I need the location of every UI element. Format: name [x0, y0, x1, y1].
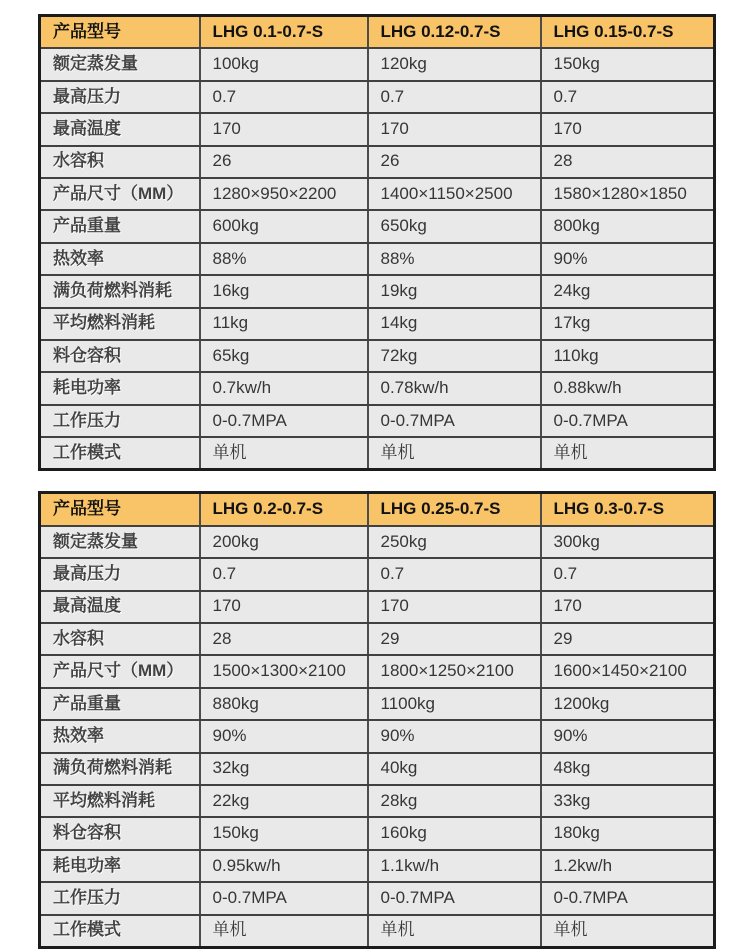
spec-table-2: [38, 491, 716, 948]
value-cell: 1100kg: [368, 688, 541, 720]
value-cell: 170: [541, 591, 715, 623]
value-cell: 0.7: [541, 558, 715, 590]
row-label: 平均燃料消耗: [40, 308, 200, 340]
value-cell: 28: [541, 146, 715, 178]
value-cell: 40kg: [368, 753, 541, 785]
value-cell: 88%: [368, 243, 541, 275]
table-row: [40, 623, 715, 655]
value-cell: 170: [368, 591, 541, 623]
value-cell: 单机: [541, 915, 715, 948]
table-row: [40, 405, 715, 437]
table-row: [40, 113, 715, 145]
table-row: [40, 591, 715, 623]
value-cell: 0.7: [200, 81, 368, 113]
row-label: 产品尺寸（MM）: [40, 655, 200, 687]
table-row: [40, 210, 715, 242]
value-cell: 19kg: [368, 275, 541, 307]
value-cell: 单机: [368, 437, 541, 470]
row-label: 最高温度: [40, 591, 200, 623]
table-row: [40, 558, 715, 590]
table-row: [40, 178, 715, 210]
value-cell: 14kg: [368, 308, 541, 340]
value-cell: 1500×1300×2100: [200, 655, 368, 687]
value-cell: 17kg: [541, 308, 715, 340]
value-cell: 90%: [200, 720, 368, 752]
value-cell: 180kg: [541, 817, 715, 849]
value-cell: 26: [368, 146, 541, 178]
value-cell: 11kg: [200, 308, 368, 340]
header-cell-model: LHG 0.1-0.7-S: [200, 16, 368, 49]
row-label: 料仓容积: [40, 340, 200, 372]
table-row: [40, 688, 715, 720]
row-label: 产品尺寸（MM）: [40, 178, 200, 210]
value-cell: 16kg: [200, 275, 368, 307]
table-row: [40, 655, 715, 687]
table-row: [40, 275, 715, 307]
value-cell: 150kg: [200, 817, 368, 849]
value-cell: 800kg: [541, 210, 715, 242]
value-cell: 1800×1250×2100: [368, 655, 541, 687]
table-row: [40, 437, 715, 470]
header-cell-model: LHG 0.2-0.7-S: [200, 493, 368, 526]
header-cell-model: LHG 0.12-0.7-S: [368, 16, 541, 49]
row-label: 满负荷燃料消耗: [40, 275, 200, 307]
header-cell-label: 产品型号: [40, 16, 200, 49]
value-cell: 170: [200, 591, 368, 623]
row-label: 最高压力: [40, 558, 200, 590]
row-label: 平均燃料消耗: [40, 785, 200, 817]
table-row: [40, 146, 715, 178]
table-row: [40, 340, 715, 372]
value-cell: 600kg: [200, 210, 368, 242]
value-cell: 120kg: [368, 48, 541, 80]
value-cell: 0-0.7MPA: [368, 405, 541, 437]
value-cell: 0.95kw/h: [200, 850, 368, 882]
value-cell: 1600×1450×2100: [541, 655, 715, 687]
header-cell-label: 产品型号: [40, 493, 200, 526]
row-label: 产品重量: [40, 688, 200, 720]
value-cell: 24kg: [541, 275, 715, 307]
table-row: [40, 817, 715, 849]
value-cell: 0.7: [368, 558, 541, 590]
spec-table-1: [38, 14, 716, 471]
table-row: [40, 48, 715, 80]
table-row: [40, 720, 715, 752]
value-cell: 单机: [368, 915, 541, 948]
value-cell: 0-0.7MPA: [200, 882, 368, 914]
value-cell: 300kg: [541, 526, 715, 558]
row-label: 工作压力: [40, 882, 200, 914]
header-cell-model: LHG 0.25-0.7-S: [368, 493, 541, 526]
row-label: 产品重量: [40, 210, 200, 242]
value-cell: 单机: [200, 437, 368, 470]
value-cell: 48kg: [541, 753, 715, 785]
value-cell: 0.78kw/h: [368, 372, 541, 404]
value-cell: 150kg: [541, 48, 715, 80]
row-label: 耗电功率: [40, 372, 200, 404]
value-cell: 110kg: [541, 340, 715, 372]
table-row: [40, 243, 715, 275]
value-cell: 170: [541, 113, 715, 145]
value-cell: 160kg: [368, 817, 541, 849]
value-cell: 0-0.7MPA: [368, 882, 541, 914]
table-row: [40, 753, 715, 785]
row-label: 水容积: [40, 623, 200, 655]
value-cell: 170: [368, 113, 541, 145]
value-cell: 200kg: [200, 526, 368, 558]
header-row: [40, 16, 715, 49]
value-cell: 1.1kw/h: [368, 850, 541, 882]
value-cell: 90%: [541, 720, 715, 752]
value-cell: 100kg: [200, 48, 368, 80]
table-row: [40, 372, 715, 404]
value-cell: 65kg: [200, 340, 368, 372]
value-cell: 28: [200, 623, 368, 655]
row-label: 最高温度: [40, 113, 200, 145]
table-row: [40, 526, 715, 558]
header-cell-model: LHG 0.3-0.7-S: [541, 493, 715, 526]
table-row: [40, 785, 715, 817]
table-row: [40, 850, 715, 882]
value-cell: 250kg: [368, 526, 541, 558]
value-cell: 170: [200, 113, 368, 145]
value-cell: 0.7: [541, 81, 715, 113]
value-cell: 29: [541, 623, 715, 655]
value-cell: 0.7: [200, 558, 368, 590]
row-label: 工作模式: [40, 915, 200, 948]
row-label: 水容积: [40, 146, 200, 178]
value-cell: 72kg: [368, 340, 541, 372]
header-cell-model: LHG 0.15-0.7-S: [541, 16, 715, 49]
value-cell: 90%: [368, 720, 541, 752]
row-label: 料仓容积: [40, 817, 200, 849]
row-label: 满负荷燃料消耗: [40, 753, 200, 785]
value-cell: 单机: [200, 915, 368, 948]
value-cell: 1400×1150×2500: [368, 178, 541, 210]
value-cell: 1280×950×2200: [200, 178, 368, 210]
row-label: 热效率: [40, 243, 200, 275]
value-cell: 32kg: [200, 753, 368, 785]
value-cell: 单机: [541, 437, 715, 470]
row-label: 额定蒸发量: [40, 48, 200, 80]
value-cell: 0-0.7MPA: [200, 405, 368, 437]
table-row: [40, 915, 715, 948]
value-cell: 28kg: [368, 785, 541, 817]
value-cell: 22kg: [200, 785, 368, 817]
value-cell: 33kg: [541, 785, 715, 817]
value-cell: 0-0.7MPA: [541, 882, 715, 914]
value-cell: 0.88kw/h: [541, 372, 715, 404]
row-label: 最高压力: [40, 81, 200, 113]
value-cell: 1580×1280×1850: [541, 178, 715, 210]
value-cell: 29: [368, 623, 541, 655]
value-cell: 0-0.7MPA: [541, 405, 715, 437]
header-row: [40, 493, 715, 526]
value-cell: 650kg: [368, 210, 541, 242]
value-cell: 88%: [200, 243, 368, 275]
value-cell: 1.2kw/h: [541, 850, 715, 882]
row-label: 热效率: [40, 720, 200, 752]
value-cell: 26: [200, 146, 368, 178]
row-label: 工作压力: [40, 405, 200, 437]
value-cell: 1200kg: [541, 688, 715, 720]
value-cell: 0.7: [368, 81, 541, 113]
row-label: 额定蒸发量: [40, 526, 200, 558]
row-label: 耗电功率: [40, 850, 200, 882]
value-cell: 90%: [541, 243, 715, 275]
table-row: [40, 81, 715, 113]
table-row: [40, 308, 715, 340]
value-cell: 0.7kw/h: [200, 372, 368, 404]
value-cell: 880kg: [200, 688, 368, 720]
row-label: 工作模式: [40, 437, 200, 470]
table-row: [40, 882, 715, 914]
